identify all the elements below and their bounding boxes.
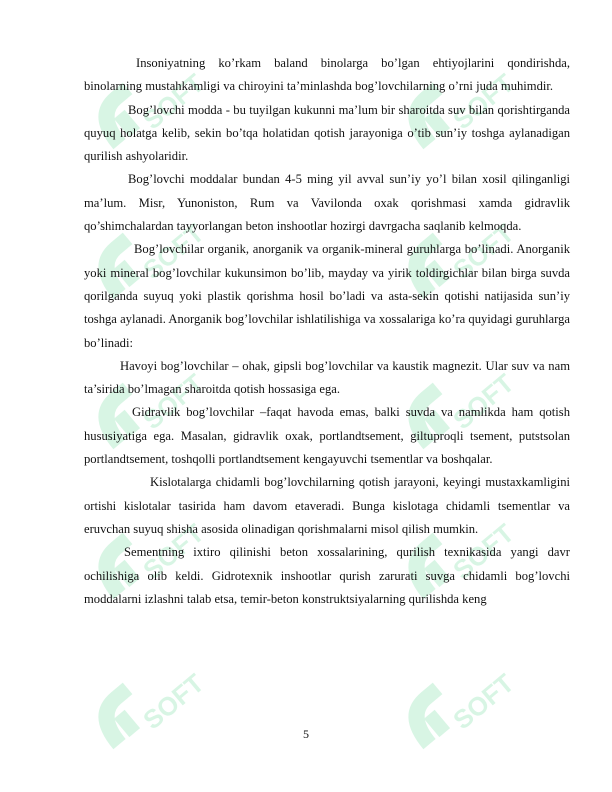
paragraph: Sementning ixtiro qilinishi beton xossalarining, qurilish texnikasida yangi davr ochilishiga olib keldi. Gidrotexnik inshootlar qurish zarurati suvga chidamli bog’lovchi moddalarni izlashni talab etsa, temir-beton konstruktsiyalarning qurilishda keng	[84, 545, 570, 606]
watermark-logo	[380, 640, 520, 770]
paragraph: Kislotalarga chidamli bog’lovchilarning qotish jarayoni, keyingi mustaxkamligini ortishi kislotalar tasirida ham davom etaveradi. Bunga kislotaga chidamli tsementlar va eruvchan suyuq shisha asosida olinadigan qorishmalarni misol qilish mumkin.	[84, 475, 570, 536]
page-number: 5	[303, 727, 309, 741]
svg-text:SOFT: SOFT	[447, 217, 520, 286]
paragraph: Bog’lovchi modda - bu tuyilgan kukunni ma’lum bir sharoitda suv bilan qorishtirganda quyuq holatga kelib, sekin bo’tqa holatidan qotish jarayoniga o’tib sun’iy toshga aylanadigan qurilish ashyolaridir.	[84, 102, 570, 164]
paragraph: Bog’lovchilar organik, anorganik va organik-mineral guruhlarga bo’linadi. Anorganik yoki mineral bog’lovchilar kukunsimon bo’lib, mayday va yirik toldirgichlar bilan birga suvda qorilganda suyuq yoki plastik qorishma hosil bo’ladi va asta-sekin qotishi natijasida sun’iy toshga aylanadi. Anorganik bog’lovchilar ishlatilishiga va xossalariga ko’ra quyidagi guruhlarga bo’linadi:	[84, 242, 570, 350]
paragraph: Gidravlik bog’lovchilar –faqat havoda emas, balki suvda va namlikda ham qotish hususiyatiga ega. Masalan, gidravlik oxak, portlandtsement, giltuproqli tsement, putstsolan portlandtsement, toshqolli portlandtsement kengayuvchi tsementlar va boshqalar.	[84, 405, 570, 467]
svg-text:SOFT: SOFT	[447, 367, 520, 436]
paragraph: Insoniyatning ko’rkam baland binolarga bo’lgan ehtiyojlarini qondirishda, binolarning mustahkamligi va chiroyini ta’minlashda bog’lovchilarning o’rni juda muhimdir.	[84, 56, 570, 94]
svg-text:SOFT: SOFT	[137, 517, 210, 586]
document-body	[84, 52, 570, 611]
svg-text:SOFT: SOFT	[137, 367, 210, 436]
svg-text:SOFT: SOFT	[137, 67, 210, 136]
svg-text:SOFT: SOFT	[137, 667, 210, 736]
paragraph: Bog’lovchi moddalar bundan 4-5 ming yil avval sun’iy yo’l bilan xosil qilinganligi ma’lum. Misr, Yunoniston, Rum va Vavilonda oxak qorishmasi xamda gidravlik qo’shimchalardan tayyorlangan beton inshootlar hozirgi davrgacha saqlanib kelmoqda.	[84, 172, 570, 234]
svg-text:SOFT: SOFT	[137, 217, 210, 286]
svg-text:SOFT: SOFT	[447, 517, 520, 586]
svg-text:SOFT: SOFT	[447, 67, 520, 136]
svg-text:SOFT: SOFT	[447, 667, 520, 736]
paragraph: Havoyi bog’lovchilar – ohak, gipsli bog’lovchilar va kaustik magnezit. Ular suv va nam ta’sirida bo’lmagan sharoitda qotish hossasiga ega.	[84, 358, 570, 397]
watermark-logo	[70, 640, 210, 770]
